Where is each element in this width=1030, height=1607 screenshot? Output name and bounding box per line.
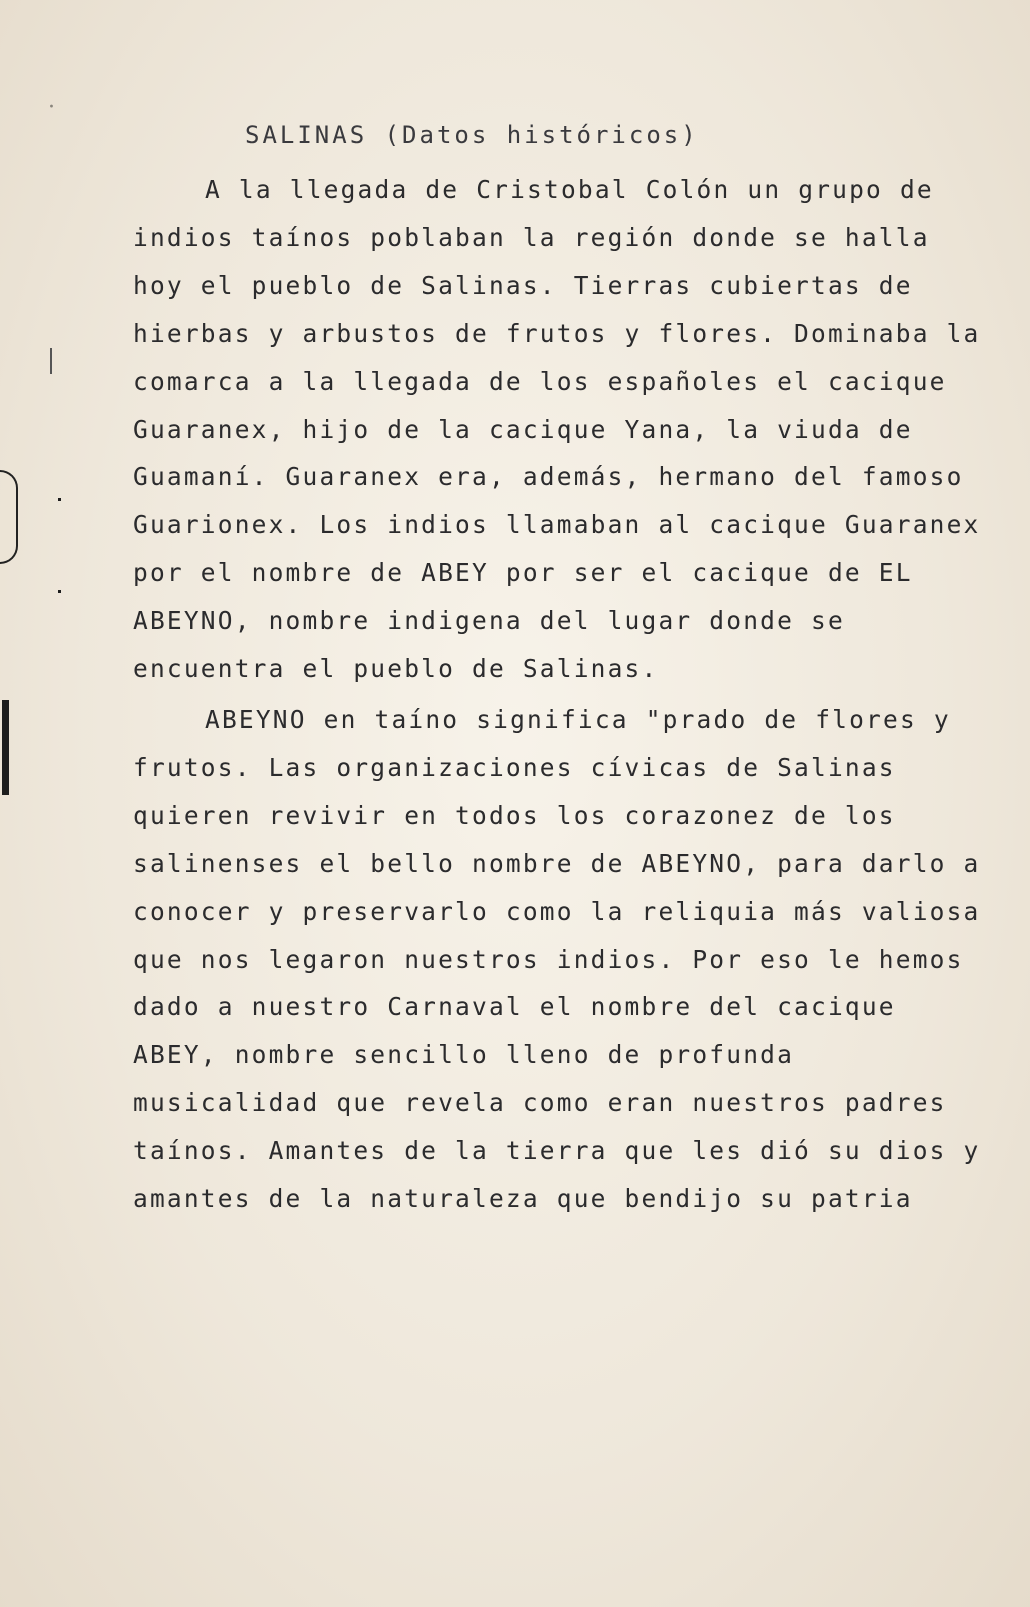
paragraph: ABEYNO en taíno significa "prado de flores y frutos. Las organizaciones cívicas de Salinas quieren revivir en todos los corazonez de los salinenses el bello nombre de ABEYNO, para darlo a conocer y preservarlo como la reliquia más valiosa que nos legaron nuestros indios. Por eso le hemos dado a nuestro Carnaval el nombre del cacique ABEY, nombre sencillo lleno de profunda musicalidad que revela como eran nuestros padres taínos. Amantes de la tierra que les dió su dios y amantes de la naturaleza que bendijo su patria [133,704,981,1214]
typed-text-block [133,110,993,1223]
margin-bracket-mark [0,470,18,564]
paragraph: A la llegada de Cristobal Colón un grupo de indios taínos poblaban la región donde se halla hoy el pueblo de Salinas. Tierras cubiertas de hierbas y arbustos de frutos y flores. Dominaba la comarca a la llegada de los españoles el cacique Guaranex, hijo de la cacique Yana, la viuda de Guamaní. Guaranex era, además, hermano del famoso Guarionex. Los indios llamaban al cacique Guaranex por el nombre de ABEY por ser el cacique de EL ABEYNO, nombre indigena del lugar donde se encuentra el pueblo de Salinas. [133,175,981,684]
margin-ink-dot [58,498,61,501]
margin-ink-dot [50,348,52,374]
page-corner-mark: · [48,95,55,120]
margin-ink-dot [58,590,61,593]
document-title: SALINAS (Datos históricos) [245,121,699,149]
left-margin-marks [0,0,40,1607]
margin-ink-mark [2,700,9,795]
